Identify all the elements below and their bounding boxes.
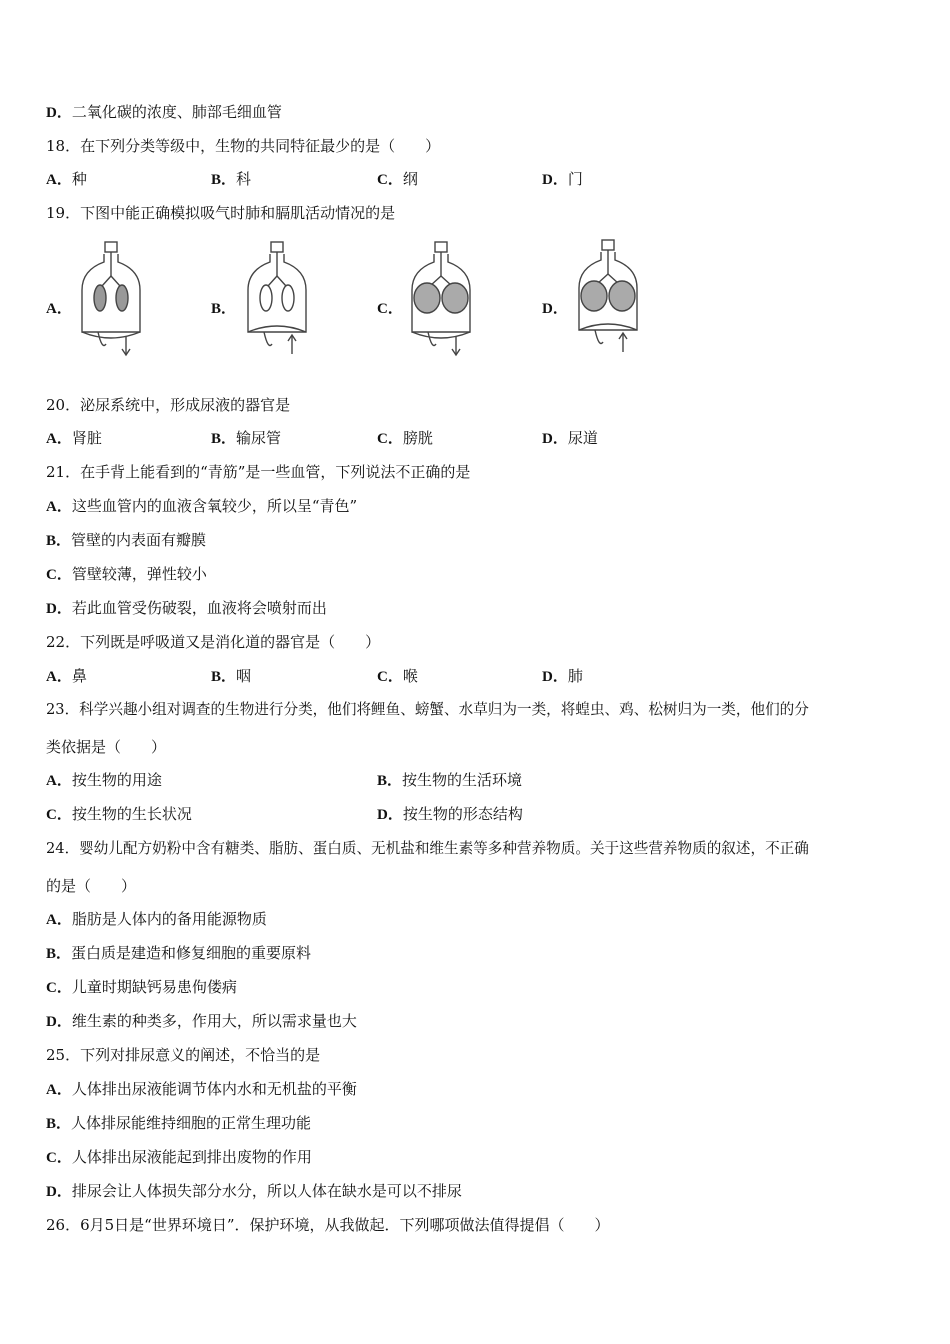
option-text: 人体排尿能维持细胞的正常生理功能 [71, 1114, 312, 1132]
q22-option-d [542, 665, 583, 688]
option-text: 维生素的种类多，作用大，所以需求量也大 [71, 1012, 357, 1030]
q20-stem: 20．泌尿系统中，形成尿液的器官是 [46, 396, 291, 414]
bell-jar-model-d [573, 238, 643, 358]
q25-option-c [46, 1146, 312, 1169]
q21-option-c [46, 563, 207, 586]
q23-stem-line1: 23．科学兴趣小组对调查的生物进行分类，他们将鲤鱼、螃蟹、水草归为一类，将蝗虫、鸡、松树归为一类，他们的分 [46, 701, 809, 718]
option-text: 按生物的生长状况 [71, 805, 192, 823]
option-text: 肺 [567, 667, 583, 685]
left-lung-icon [94, 285, 106, 311]
option-text: 输尿管 [236, 429, 282, 447]
q19-option-b-label: B． [211, 301, 237, 317]
option-text: 按生物的用途 [71, 771, 162, 789]
option-text: 尿道 [567, 429, 598, 447]
option-letter: B． [46, 533, 72, 549]
option-letter: A． [46, 1082, 72, 1098]
option-letter: A． [46, 669, 72, 685]
left-lung-icon [581, 281, 607, 311]
q25-option-a [46, 1078, 357, 1101]
option-letter: D． [46, 105, 72, 121]
option-letter: D． [542, 431, 568, 447]
option-text: 纲 [402, 170, 418, 188]
q17-option-d [46, 101, 282, 124]
q20-option-d [542, 427, 598, 450]
q24-stem-line2: 的是（ ） [46, 877, 137, 895]
q22-option-c [377, 665, 418, 688]
q25-option-d [46, 1180, 462, 1203]
right-lung-icon [442, 283, 468, 313]
option-text: 鼻 [71, 667, 87, 685]
option-letter: C． [46, 567, 72, 583]
option-letter: D． [46, 1014, 72, 1030]
bell-jar-model-b [242, 240, 312, 360]
option-text: 人体排出尿液能起到排出废物的作用 [71, 1148, 312, 1166]
option-letter: C． [46, 980, 72, 996]
right-lung-icon [609, 281, 635, 311]
option-letter: B． [377, 773, 403, 789]
q20-option-b [211, 427, 281, 450]
q26-stem: 26．6月5日是“世界环境日”．保护环境，从我做起．下列哪项做法值得提倡（ ） [46, 1216, 610, 1234]
option-text: 喉 [402, 667, 418, 685]
option-text: 按生物的生活环境 [402, 771, 523, 789]
bell-jar-model-a [76, 240, 146, 360]
option-text: 科 [236, 170, 252, 188]
option-text: 咽 [236, 667, 252, 685]
q18-option-a [46, 168, 87, 191]
q23-option-b [377, 769, 522, 792]
q24-option-b [46, 942, 311, 965]
q19-option-c-label: C． [377, 301, 403, 317]
option-letter: B． [211, 669, 237, 685]
option-letter: D． [46, 601, 72, 617]
q23-stem-line2: 类依据是（ ） [46, 738, 167, 756]
q21-option-d [46, 597, 327, 620]
option-letter: C． [46, 807, 72, 823]
option-text: 按生物的形态结构 [402, 805, 523, 823]
q19-option-a-label: A． [46, 301, 72, 317]
q18-option-b [211, 168, 251, 191]
q24-option-a [46, 908, 267, 931]
option-text: 肾脏 [71, 429, 102, 447]
option-letter: A． [46, 431, 72, 447]
q21-stem: 21．在手背上能看到的“青筋”是一些血管，下列说法不正确的是 [46, 463, 471, 481]
q21-option-a [46, 495, 357, 518]
option-letter: B． [46, 1116, 72, 1132]
option-text: 排尿会让人体损失部分水分，所以人体在缺水是可以不排尿 [71, 1182, 462, 1200]
left-lung-icon [260, 285, 272, 311]
q18-option-c [377, 168, 418, 191]
option-text: 管壁较薄，弹性较小 [71, 565, 207, 583]
option-letter: A． [46, 172, 72, 188]
option-text: 蛋白质是建造和修复细胞的重要原料 [71, 944, 312, 962]
option-letter: A． [46, 912, 72, 928]
option-text: 二氧化碳的浓度、肺部毛细血管 [71, 103, 282, 121]
option-text: 种 [71, 170, 87, 188]
q25-option-b [46, 1112, 311, 1135]
q24-option-c [46, 976, 237, 999]
q22-option-b [211, 665, 251, 688]
q20-option-a [46, 427, 102, 450]
q18-stem: 18．在下列分类等级中，生物的共同特征最少的是（ ） [46, 137, 441, 155]
option-letter: B． [46, 946, 72, 962]
option-letter: D． [542, 669, 568, 685]
option-letter: C． [46, 1150, 72, 1166]
q22-stem: 22．下列既是呼吸道又是消化道的器官是（ ） [46, 633, 381, 651]
right-lung-icon [282, 285, 294, 311]
left-lung-icon [414, 283, 440, 313]
q24-stem-line1: 24．婴幼儿配方奶粉中含有糖类、脂肪、蛋白质、无机盐和维生素等多种营养物质。关于这些营养物质的叙述，不正确 [46, 840, 809, 857]
option-letter: C． [377, 669, 403, 685]
q23-option-d [377, 803, 523, 826]
q18-option-d [542, 168, 583, 191]
option-letter: C． [377, 172, 403, 188]
q25-stem: 25．下列对排尿意义的阐述，不恰当的是 [46, 1046, 321, 1064]
option-letter: D． [46, 1184, 72, 1200]
option-text: 若此血管受伤破裂，血液将会喷射而出 [71, 599, 327, 617]
q22-option-a [46, 665, 87, 688]
q20-option-c [377, 427, 433, 450]
option-text: 人体排出尿液能调节体内水和无机盐的平衡 [71, 1080, 357, 1098]
option-text: 门 [567, 170, 583, 188]
option-letter: A． [46, 499, 72, 515]
right-lung-icon [116, 285, 128, 311]
option-letter: B． [211, 172, 237, 188]
q21-option-b [46, 529, 206, 552]
q19-option-d-label: D． [542, 301, 568, 317]
option-text: 脂肪是人体内的备用能源物质 [71, 910, 267, 928]
q19-stem: 19．下图中能正确模拟吸气时肺和膈肌活动情况的是 [46, 204, 396, 222]
option-text: 膀胱 [402, 429, 433, 447]
option-letter: C． [377, 431, 403, 447]
bell-jar-model-c [406, 240, 476, 360]
option-text: 管壁的内表面有瓣膜 [71, 531, 207, 549]
option-letter: D． [377, 807, 403, 823]
option-text: 儿童时期缺钙易患佝偻病 [71, 978, 237, 996]
q24-option-d [46, 1010, 357, 1033]
option-text: 这些血管内的血液含氧较少，所以呈“青色” [71, 497, 358, 515]
option-letter: A． [46, 773, 72, 789]
option-letter: B． [211, 431, 237, 447]
q23-option-a [46, 769, 162, 792]
option-letter: D． [542, 172, 568, 188]
q23-option-c [46, 803, 192, 826]
